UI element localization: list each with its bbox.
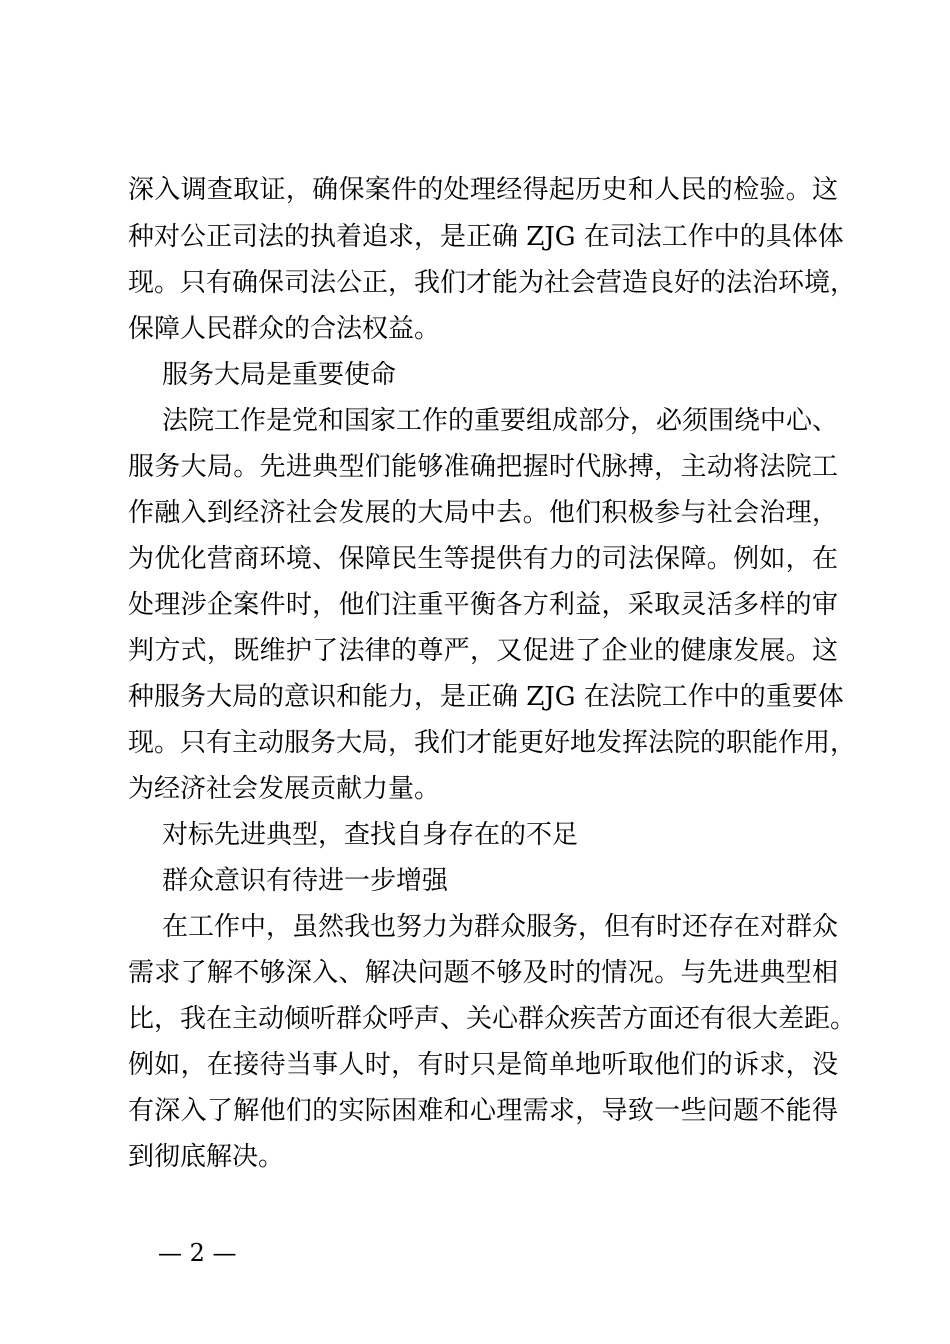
body-text-line: 在工作中，虽然我也努力为群众服务，但有时还存在对群众: [162, 912, 839, 942]
body-text-line: 处理涉企案件时，他们注重平衡各方利益，采取灵活多样的审: [128, 590, 838, 620]
body-text-line: 例如，在接待当事人时，有时只是简单地听取他们的诉求，没: [128, 1050, 838, 1080]
body-text-line: 种服务大局的意识和能力，是正确 ZJG 在法院工作中的重要体: [128, 682, 844, 712]
page-number: — 2 —: [158, 1239, 237, 1267]
section-heading: 对标先进典型，查找自身存在的不足: [162, 820, 579, 850]
body-text-line: 作融入到经济社会发展的大局中去。他们积极参与社会治理，: [128, 498, 838, 528]
body-text-line: 为优化营商环境、保障民生等提供有力的司法保障。例如，在: [128, 544, 838, 574]
body-text-line: 判方式，既维护了法律的尊严，又促进了企业的健康发展。这: [128, 636, 838, 666]
body-text-line: 有深入了解他们的实际困难和心理需求，导致一些问题不能得: [128, 1096, 838, 1126]
body-text-line: 到彻底解决。: [128, 1142, 285, 1172]
body-text-line: 种对公正司法的执着追求，是正确 ZJG 在司法工作中的具体体: [128, 222, 844, 252]
body-text-line: 现。只有确保司法公正，我们才能为社会营造良好的法治环境，: [128, 268, 857, 298]
body-text-line: 需求了解不够深入、解决问题不够及时的情况。与先进典型相: [128, 958, 838, 988]
body-text-line: 保障人民群众的合法权益。: [128, 314, 441, 344]
body-text-line: 现。只有主动服务大局，我们才能更好地发挥法院的职能作用，: [128, 728, 857, 758]
body-text-line: 比，我在主动倾听群众呼声、关心群众疾苦方面还有很大差距。: [128, 1004, 857, 1034]
body-text-line: 为经济社会发展贡献力量。: [128, 774, 441, 804]
body-text-line: 深入调查取证，确保案件的处理经得起历史和人民的检验。这: [128, 175, 838, 205]
body-text-line: 法院工作是党和国家工作的重要组成部分，必须围绕中心、: [162, 406, 839, 436]
subsection-heading: 群众意识有待进一步增强: [162, 866, 449, 896]
body-text-line: 服务大局。先进典型们能够准确把握时代脉搏，主动将法院工: [128, 452, 838, 482]
section-heading: 服务大局是重要使命: [162, 360, 397, 390]
